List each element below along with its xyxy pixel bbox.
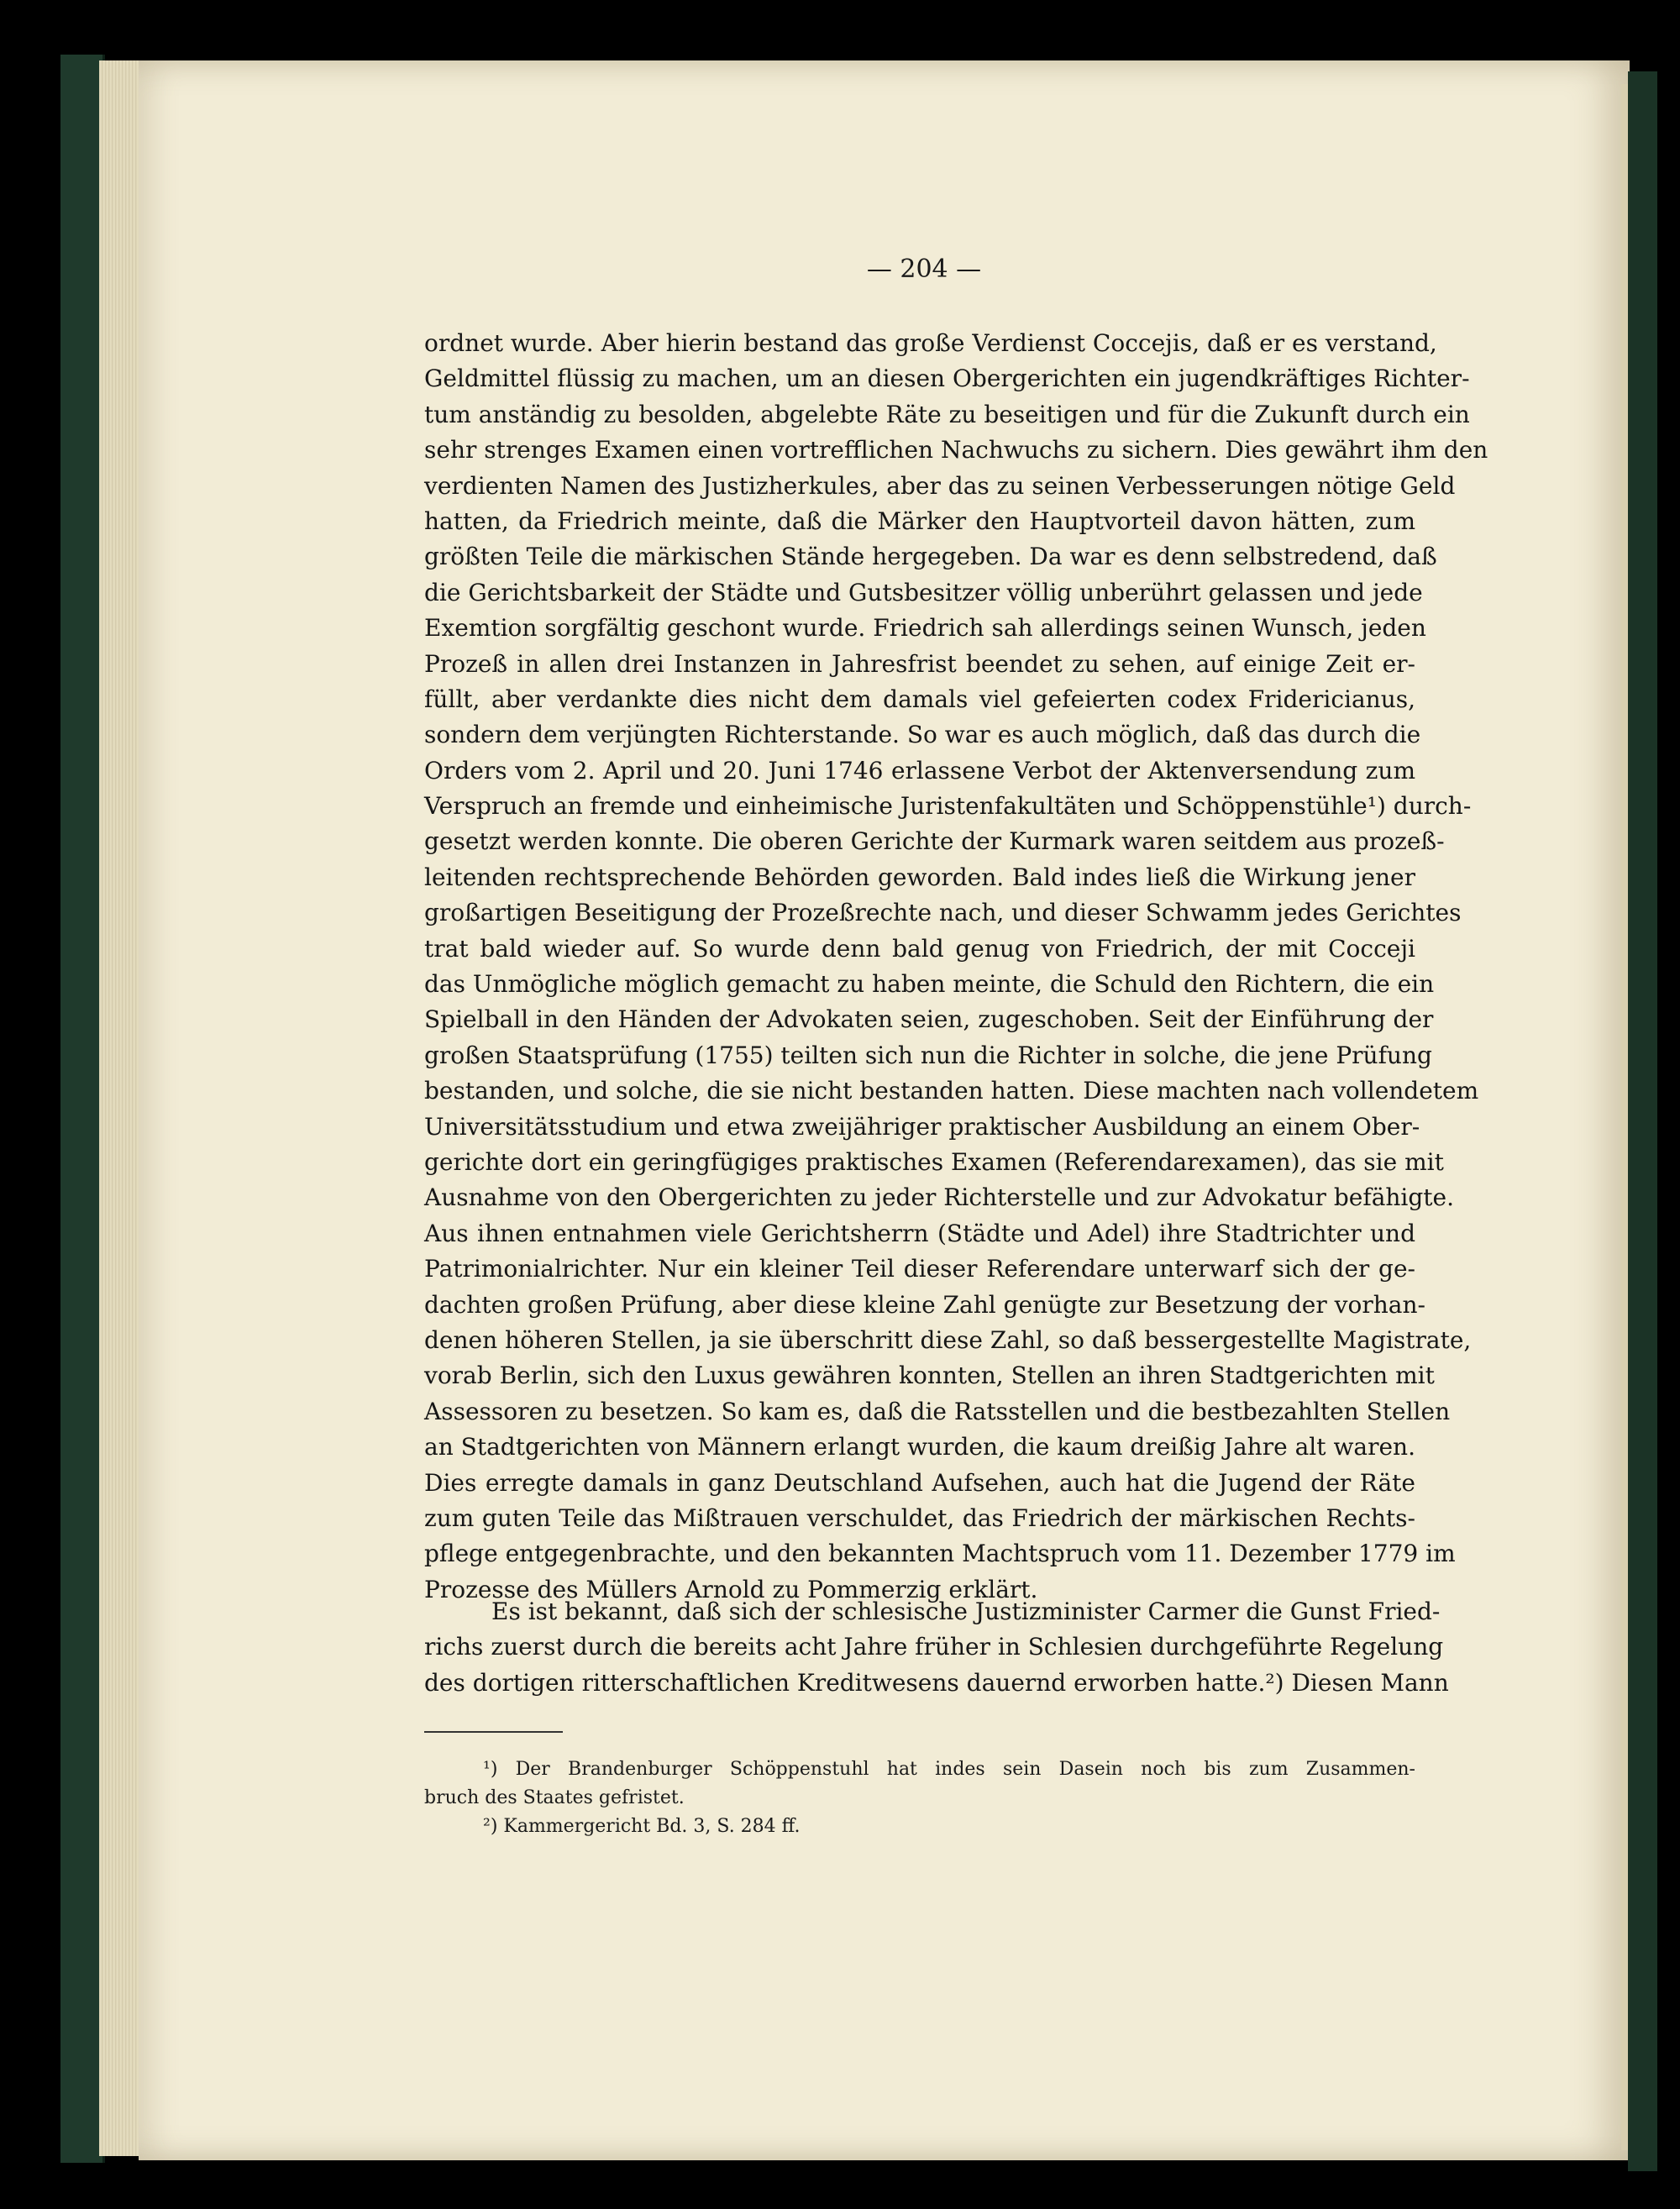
- text-line: dachten großen Prüfung, aber diese kleine Zahl genügte zur Besetzung der vorhan-: [424, 1290, 1425, 1319]
- text-line: richs zuerst durch die bereits acht Jahre früher in Schlesien durchgeführte Regelung: [424, 1633, 1444, 1661]
- text-line: gerichte dort ein geringfügiges praktisches Examen (Referendarexamen), das sie mit: [424, 1147, 1444, 1176]
- text-line: ordnet wurde. Aber hierin bestand das große Verdienst Coccejis, daß er es verstand,: [424, 329, 1437, 357]
- footnotes: [424, 1755, 1415, 1841]
- book-cover-right: [1628, 71, 1657, 2171]
- text-line: Universitätsstudium und etwa zweijähriger praktischer Ausbildung an einem Ober-: [424, 1112, 1420, 1141]
- page-number: — 204 —: [866, 254, 982, 284]
- footnote-1: ¹) Der Brandenburger Schöppenstuhl hat indes sein Dasein noch bis zum Zusammen-: [483, 1759, 1415, 1780]
- text-line: Geldmittel flüssig zu machen, um an diesen Obergerichten ein jugendkräftiges Richter-: [424, 365, 1470, 393]
- text-line: Assessoren zu besetzen. So kam es, daß die Ratsstellen und die bestbezahlten Stellen: [424, 1397, 1451, 1425]
- text-line: gesetzt werden konnte. Die oberen Gerichte der Kurmark waren seitdem aus prozeß-: [424, 827, 1445, 856]
- text-line: die Gerichtsbarkeit der Städte und Gutsbesitzer völlig unberührt gelassen und jede: [424, 578, 1423, 606]
- text-line: Prozesse des Müllers Arnold zu Pommerzig erklärt.: [424, 1575, 1038, 1603]
- text-line: großen Staatsprüfung (1755) teilten sich nun die Richter in solche, die jene Prüfung: [424, 1041, 1432, 1069]
- text-line: großartigen Beseitigung der Prozeßrechte nach, und dieser Schwamm jedes Gerichtes: [424, 899, 1462, 927]
- text-line: trat bald wieder auf. So wurde denn bald genug von Friedrich, der mit Cocceji: [424, 934, 1415, 963]
- text-line: Spielball in den Händen der Advokaten seien, zugeschoben. Seit der Einführung der: [424, 1005, 1434, 1034]
- text-line: verdienten Namen des Justizherkules, aber das zu seinen Verbesserungen nötige Geld: [424, 471, 1456, 500]
- text-line: Orders vom 2. April und 20. Juni 1746 erlassene Verbot der Aktenversendung zum: [424, 756, 1415, 784]
- text-line: Patrimonialrichter. Nur ein kleiner Teil dieser Referendare unterwarf sich der ge-: [424, 1255, 1415, 1283]
- text-line: das Unmögliche möglich gemacht zu haben meinte, die Schuld den Richtern, die ein: [424, 970, 1435, 999]
- text-line: pflege entgegenbrachte, und den bekannten Machtspruch vom 11. Dezember 1779 im: [424, 1540, 1456, 1568]
- paragraph-1: [424, 326, 1488, 1608]
- text-line: an Stadtgerichten von Männern erlangt wurden, die kaum dreißig Jahre alt waren.: [424, 1433, 1415, 1461]
- footnote-divider: [424, 1731, 563, 1733]
- text-line: sondern dem verjüngten Richterstande. So war es auch möglich, daß das durch die: [424, 721, 1421, 749]
- text-line: Dies erregte damals in ganz Deutschland Aufsehen, auch hat die Jugend der Räte: [424, 1468, 1415, 1497]
- text-line: Aus ihnen entnahmen viele Gerichtsherrn (Städte und Adel) ihre Stadtrichter und: [424, 1219, 1415, 1247]
- text-line: hatten, da Friedrich meinte, daß die Märker den Hauptvorteil davon hätten, zum: [424, 506, 1415, 535]
- text-line: Verspruch an fremde und einheimische Juristenfakultäten und Schöppenstühle¹) durch-: [424, 792, 1472, 821]
- text-line: denen höheren Stellen, ja sie überschritt diese Zahl, so daß bessergestellte Magistrate,: [424, 1325, 1472, 1354]
- text-line: Prozeß in allen drei Instanzen in Jahresfrist beendet zu sehen, auf einige Zeit er-: [424, 649, 1415, 678]
- text-line: bestanden, und solche, die sie nicht bestanden hatten. Diese machten nach vollendetem: [424, 1077, 1479, 1105]
- text-line: sehr strenges Examen einen vortrefflichen Nachwuchs zu sichern. Dies gewährt ihm den: [424, 436, 1488, 464]
- footnote-1-continued: bruch des Staates gefristet.: [424, 1787, 685, 1808]
- text-line: füllt, aber verdankte dies nicht dem damals viel gefeierten codex Fridericianus,: [424, 685, 1415, 713]
- text-line: leitenden rechtsprechende Behörden geworden. Bald indes ließ die Wirkung jener: [424, 863, 1415, 891]
- text-line: tum anständig zu besolden, abgelebte Räte zu beseitigen und für die Zukunft durch ein: [424, 400, 1470, 428]
- text-line: Exemtion sorgfältig geschont wurde. Friedrich sah allerdings seinen Wunsch, jeden: [424, 614, 1426, 643]
- text-line: größten Teile die märkischen Stände hergegeben. Da war es denn selbstredend, daß: [424, 543, 1437, 571]
- text-line: zum guten Teile das Mißtrauen verschuldet, das Friedrich der märkischen Rechts-: [424, 1503, 1415, 1532]
- text-line: Ausnahme von den Obergerichten zu jeder Richterstelle und zur Advokatur befähigte.: [424, 1183, 1455, 1212]
- footnote-2: ²) Kammergericht Bd. 3, S. 284 ff.: [483, 1816, 801, 1837]
- text-line: des dortigen ritterschaftlichen Kreditwesens dauernd erworben hatte.²) Diesen Mann: [424, 1668, 1449, 1697]
- text-line: vorab Berlin, sich den Luxus gewähren konnten, Stellen an ihren Stadtgerichten mit: [424, 1362, 1435, 1390]
- paragraph-2: [424, 1594, 1449, 1701]
- text-line: Es ist bekannt, daß sich der schlesische Justizminister Carmer die Gunst Fried-: [491, 1598, 1441, 1625]
